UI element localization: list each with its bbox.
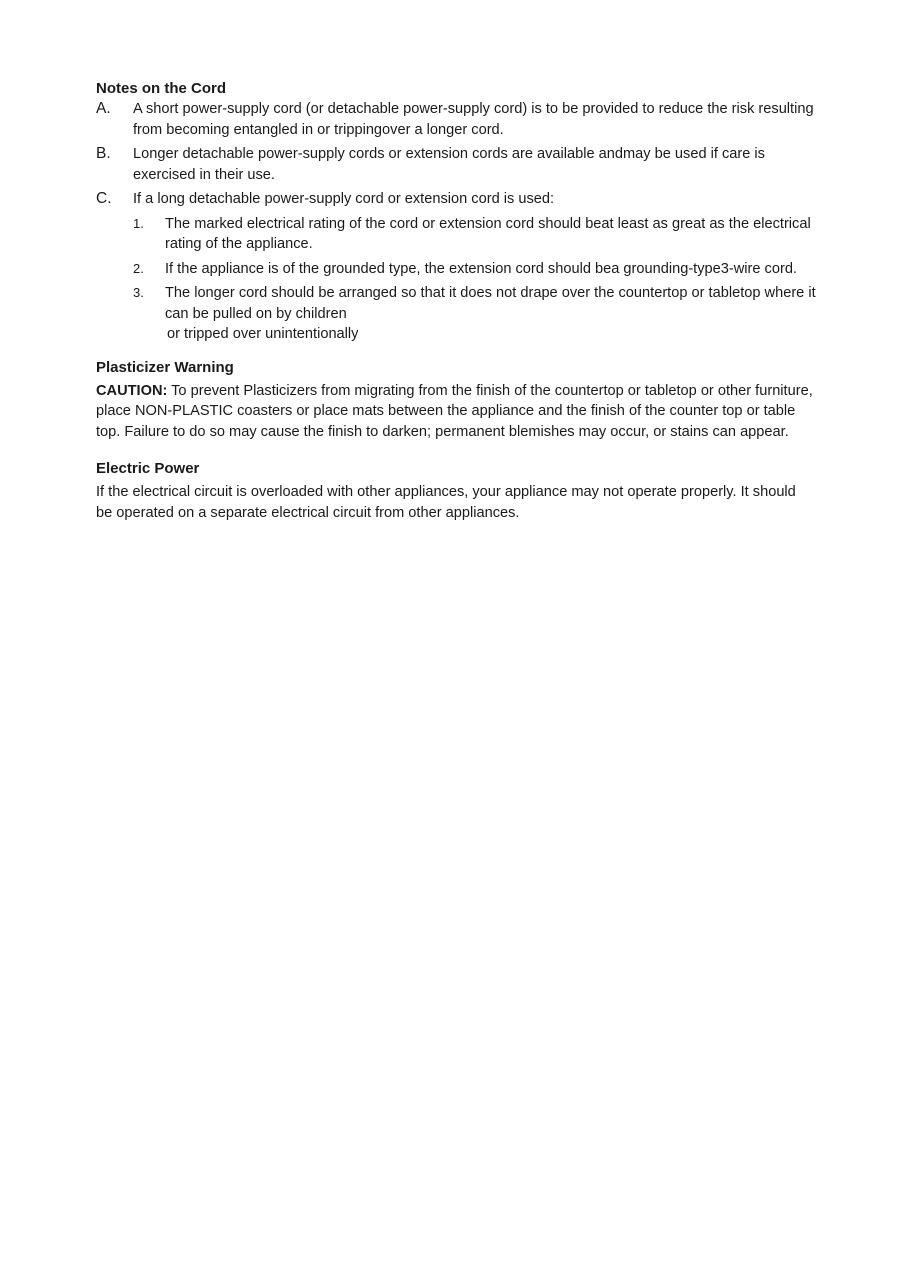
sub-list-item <box>96 283 816 345</box>
plasticizer-text: To prevent Plasticizers from migrating from the finish of the countertop or tabletop or other furniture, place NON-PLASTIC coasters or place mats between the appliance and the finish of the counter top or table top. Failure to do so may cause the finish to darken; permanent blemishes may occur, or stains can appear. <box>96 382 813 440</box>
sub-list-item-extra-line: or tripped over unintentionally <box>167 326 359 342</box>
list-item <box>96 144 816 185</box>
list-item-text: Longer detachable power-supply cords or extension cords are available andmay be used if care is exercised in their use. <box>133 146 765 183</box>
list-marker: B. <box>96 145 111 162</box>
sub-list-item-text: If the appliance is of the grounded type, the extension cord should bea grounding-type3-wire cord. <box>165 260 797 277</box>
list-item <box>96 189 816 210</box>
list-item-text: A short power-supply cord (or detachable power-supply cord) is to be provided to reduce the risk resulting from becoming entangled in or trippingover a longer cord. <box>133 101 814 138</box>
list-marker: A. <box>96 100 111 117</box>
sub-list-marker: 1. <box>133 215 144 231</box>
sub-list-marker: 3. <box>133 285 144 300</box>
cord-notes-list <box>96 99 816 210</box>
electric-power-section <box>96 458 816 523</box>
sub-list-item-text: The longer cord should be arranged so that it does not drape over the countertop or tabletop where it can be pulled on by children <box>165 285 816 322</box>
electric-power-paragraph: If the electrical circuit is overloaded with other appliances, your appliance may not operate properly. It should be operated on a separate electrical circuit from other appliances. <box>96 484 796 521</box>
electric-power-heading: Electric Power <box>96 460 200 477</box>
cord-notes-section <box>96 78 816 345</box>
list-marker: C. <box>96 190 112 207</box>
sub-list-item <box>96 214 816 255</box>
cord-notes-heading: Notes on the Cord <box>96 80 226 97</box>
document-page <box>96 78 816 523</box>
list-item <box>96 99 816 140</box>
sub-list-marker: 2. <box>133 260 144 276</box>
sub-list-item-text: The marked electrical rating of the cord or extension cord should beat least as great as the electrical rating of the appliance. <box>165 215 811 252</box>
plasticizer-paragraph <box>96 381 816 443</box>
cord-sub-list <box>96 214 816 345</box>
list-item-text: If a long detachable power-supply cord or extension cord is used: <box>133 191 555 207</box>
plasticizer-section <box>96 357 816 443</box>
caution-label: CAUTION: <box>96 382 168 399</box>
sub-list-item <box>96 259 816 280</box>
plasticizer-heading: Plasticizer Warning <box>96 358 234 376</box>
